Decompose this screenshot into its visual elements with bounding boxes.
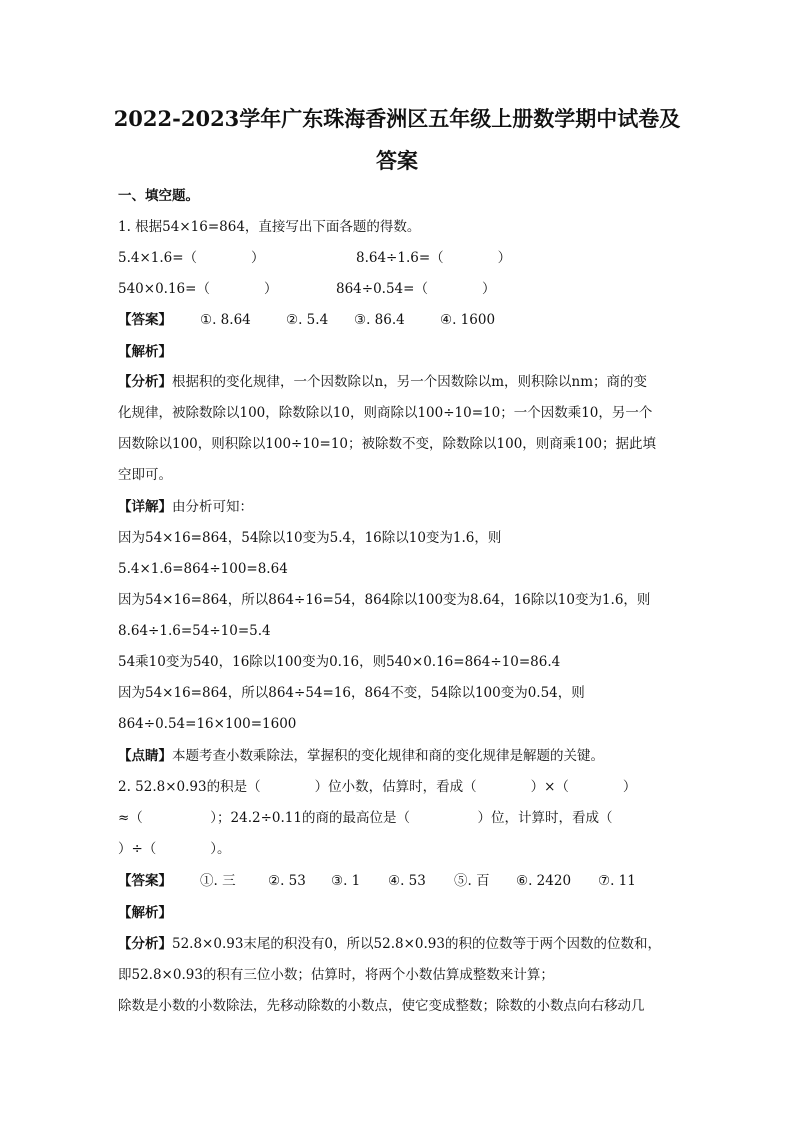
q1-xiangjie-line-5: 54乘10变为540，16除以100变为0.16，则540×0.16=864÷10=86.4	[118, 654, 561, 670]
q1-xiangjie-line-7: 864÷0.54=16×100=1600	[118, 716, 297, 732]
q2-answer-label: 【答案】	[118, 873, 172, 889]
q1-xiangjie-label: 【详解】	[118, 499, 172, 515]
q1-row1-right: 8.64÷1.6=（ ）	[356, 250, 512, 266]
q1-row1-left: 5.4×1.6=（ ）	[118, 250, 265, 266]
q1-stem: 1. 根据54×16=864，直接写出下面各题的得数。	[118, 219, 421, 235]
q1-answer-4: ④. 1600	[440, 312, 496, 328]
section-heading-fill-in: 一、填空题。	[118, 188, 199, 204]
q2-answer-3: ③. 1	[331, 873, 361, 889]
q1-xiangjie-line-1: 因为54×16=864，54除以10变为5.4，16除以10变为1.6，则	[118, 530, 502, 546]
q1-fenxi-label: 【分析】	[118, 374, 172, 390]
q2-stem-line-2: ≈（ ）；24.2÷0.11的商的最高位是（ ）位，计算时，看成（	[118, 810, 613, 826]
q2-fenxi-label: 【分析】	[118, 936, 172, 952]
q1-xiangjie-first: 由分析可知：	[172, 499, 253, 515]
q1-row2-right: 864÷0.54=（ ）	[336, 281, 496, 297]
q1-xiangjie-line-3: 因为54×16=864，所以864÷16=54，864除以100变为8.64，16除以10变为1.6，则	[118, 592, 651, 608]
document-title-line-2: 答案	[376, 148, 418, 173]
q1-answer-3: ③. 86.4	[354, 312, 405, 328]
q1-row2-left: 540×0.16=（ ）	[118, 281, 278, 297]
q1-fenxi-line-4: 空即可。	[118, 467, 172, 483]
q1-answer-2: ②. 5.4	[286, 312, 329, 328]
q1-answer-label: 【答案】	[118, 312, 172, 328]
q1-jiexi-label: 【解析】	[118, 344, 172, 360]
q2-fenxi-line-1	[118, 934, 661, 954]
q2-fenxi-line-3: 除数是小数的小数除法，先移动除数的小数点，使它变成整数；除数的小数点向右移动几	[118, 998, 645, 1014]
q1-xiangjie-line	[118, 497, 253, 517]
q1-fenxi-line-3: 因数除以100，则积除以100÷10=10；被除数不变，除数除以100，则商乘100；据此填	[118, 436, 657, 452]
document-title-line-1: 2022-2023学年广东珠海香洲区五年级上册数学期中试卷及	[113, 106, 681, 131]
q1-answer-row	[118, 310, 495, 330]
q2-answer-6: ⑥. 2420	[516, 873, 572, 889]
q2-fenxi-text-1: 52.8×0.93末尾的积没有0，所以52.8×0.93的积的位数等于两个因数的位数和，	[172, 936, 661, 952]
q2-answer-row	[118, 871, 636, 891]
q1-xiangjie-line-6: 因为54×16=864，所以864÷54=16，864不变，54除以100变为0.54，则	[118, 685, 585, 701]
q2-answer-4: ④. 53	[388, 873, 426, 889]
q2-stem-line-3: ）÷（ ）。	[118, 841, 231, 857]
q1-fenxi-line-1	[118, 372, 647, 392]
q2-stem-line-1: 2. 52.8×0.93的积是（ ）位小数，估算时，看成（ ）×（ ）	[118, 779, 637, 795]
q2-answer-1: ①. 三	[200, 873, 236, 889]
q2-fenxi-line-2: 即52.8×0.93的积有三位小数；估算时，将两个小数估算成整数来计算；	[118, 967, 554, 983]
q1-xiangjie-line-4: 8.64÷1.6=54÷10=5.4	[118, 623, 271, 639]
q1-answer-1: ①. 8.64	[200, 312, 251, 328]
q1-dianjing-text: 本题考查小数乘除法，掌握积的变化规律和商的变化规律是解题的关键。	[172, 748, 604, 764]
q2-jiexi-label: 【解析】	[118, 905, 172, 921]
q1-dianjing-line	[118, 746, 604, 766]
q2-answer-5: ⑤. 百	[454, 873, 490, 889]
q1-dianjing-label: 【点睛】	[118, 748, 172, 764]
q2-answer-2: ②. 53	[268, 873, 306, 889]
q1-xiangjie-line-2: 5.4×1.6=864÷100=8.64	[118, 561, 288, 577]
q1-fenxi-line-2: 化规律，被除数除以100，除数除以10，则商除以100÷10=10；一个因数乘10，另一个	[118, 405, 653, 421]
q2-answer-7: ⑦. 11	[598, 873, 636, 889]
q1-fenxi-text-1: 根据积的变化规律，一个因数除以n，另一个因数除以m，则积除以nm；商的变	[172, 374, 647, 390]
